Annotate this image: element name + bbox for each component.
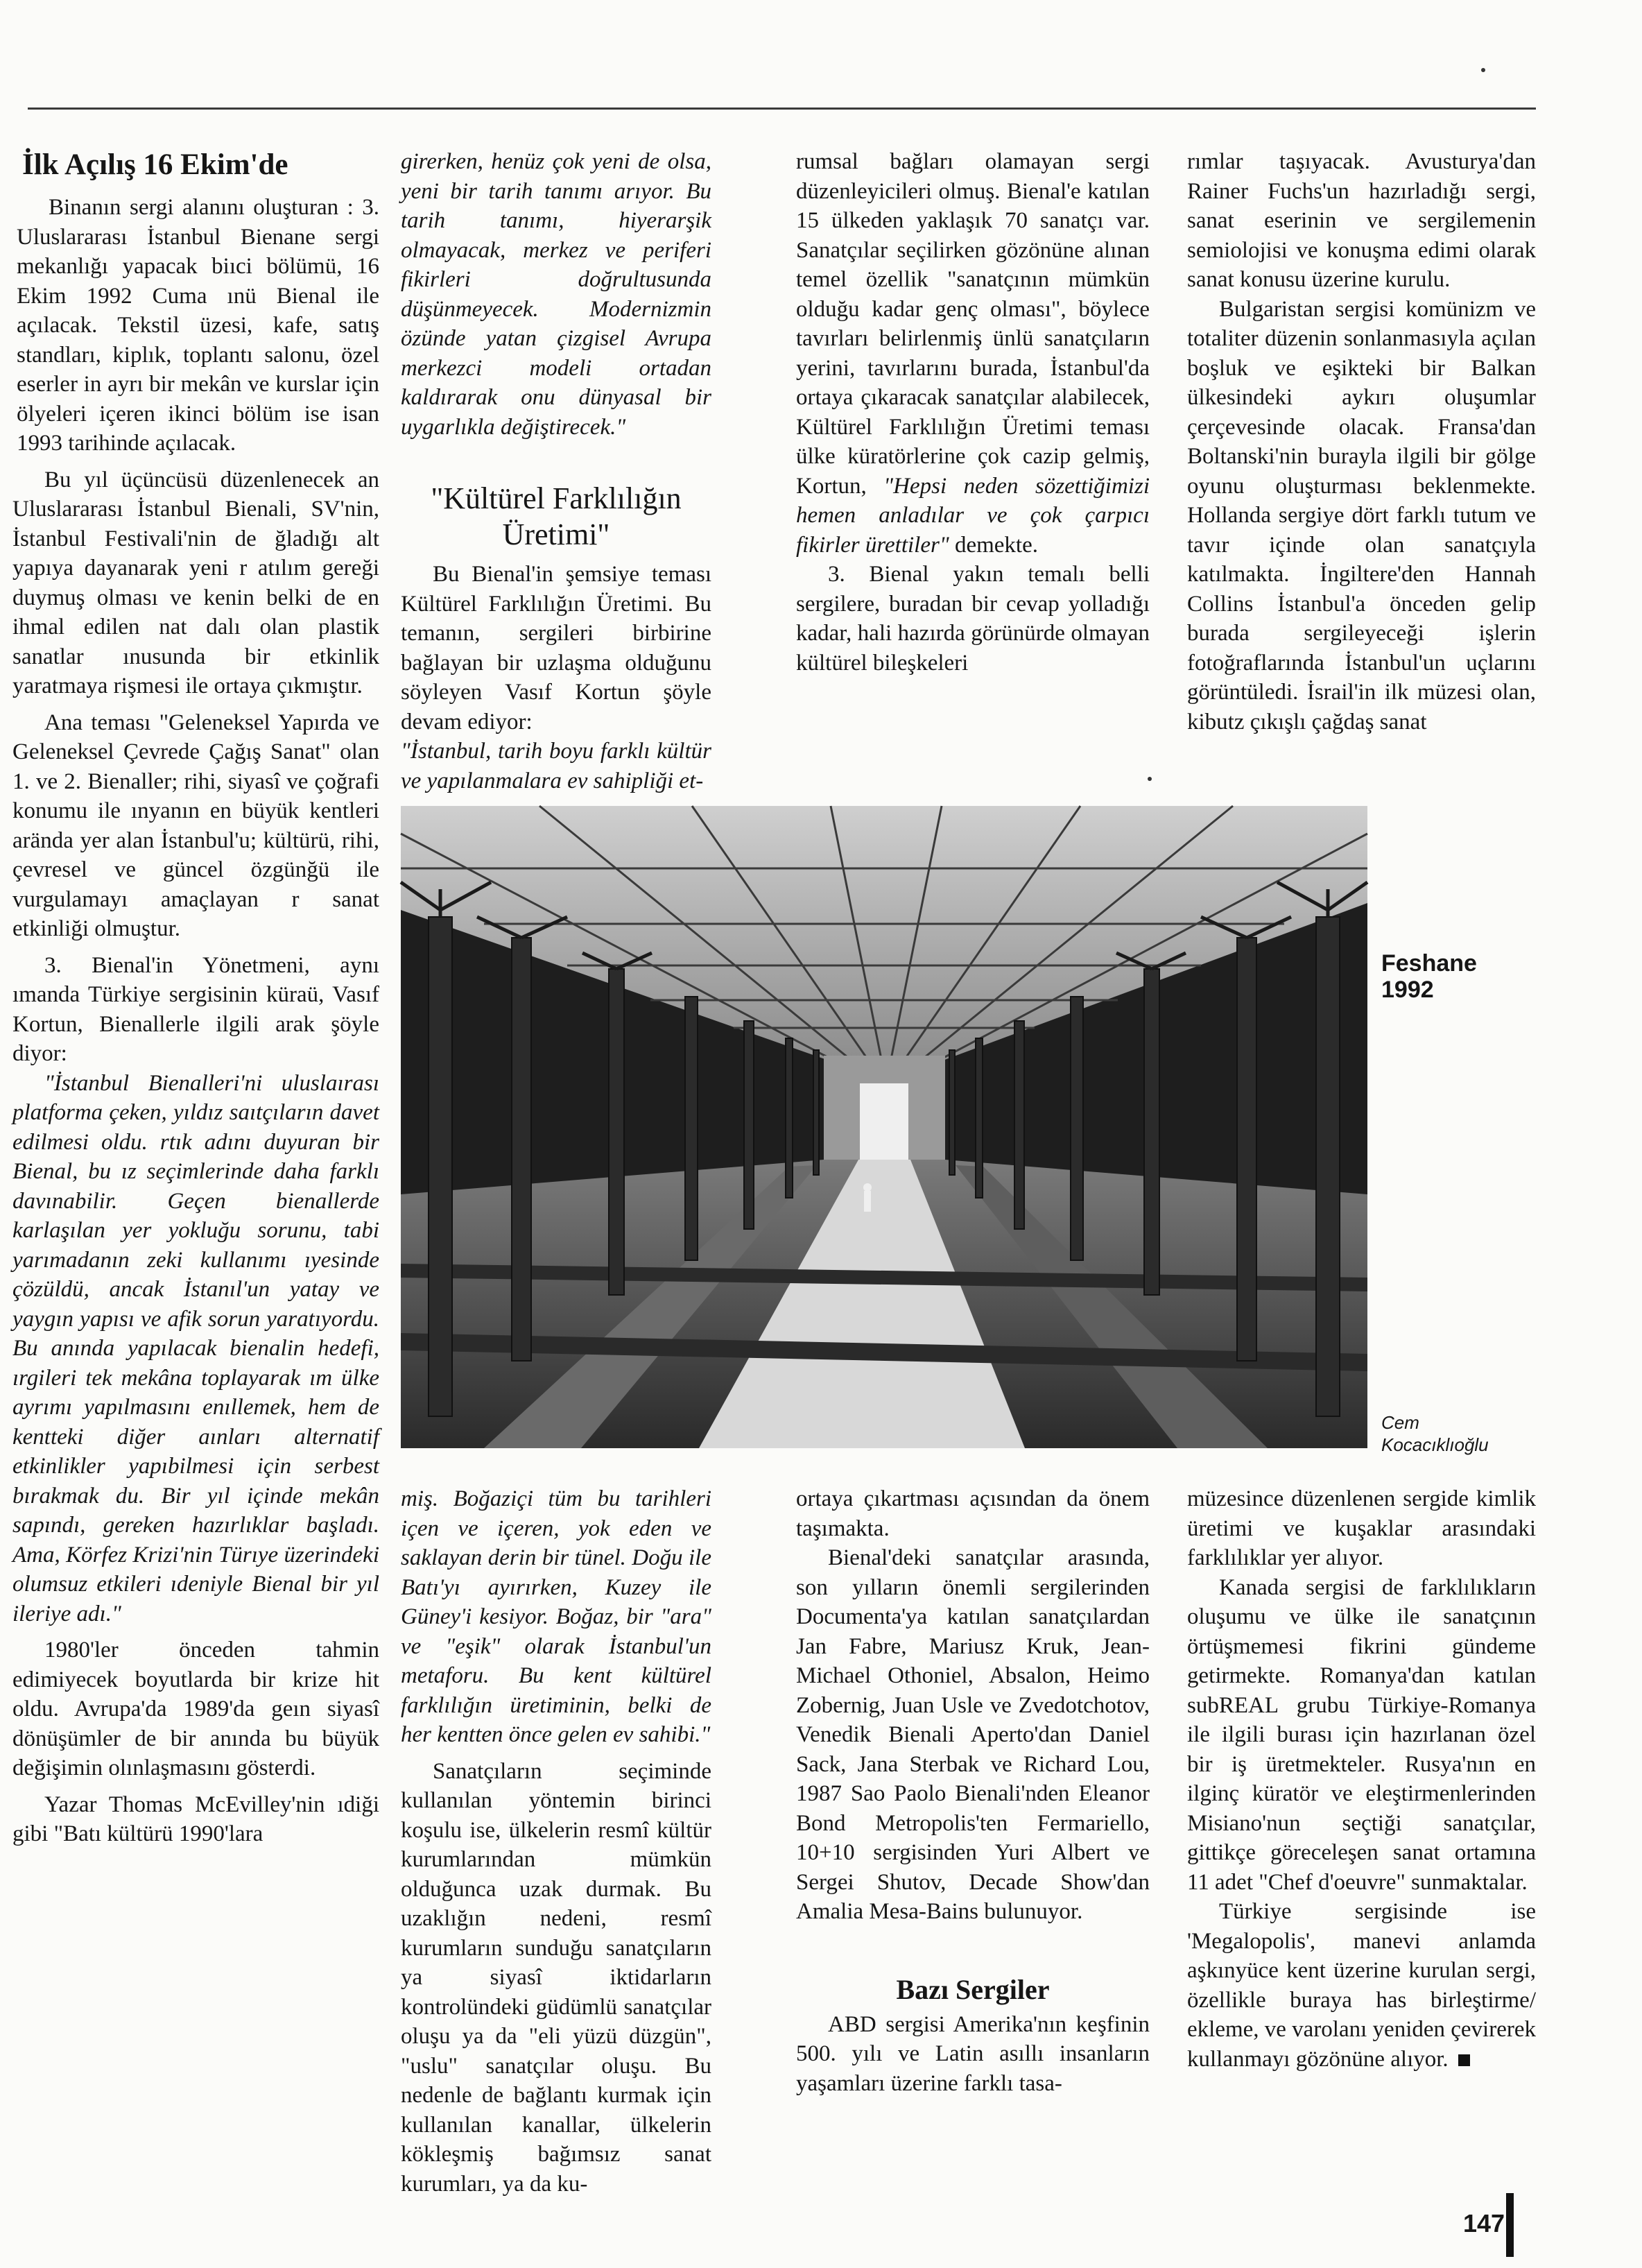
column-2-top [401,147,711,796]
paragraph: Türkiye sergisinde ise 'Megalopolis', manevi anlamda aşkınyüce kent üzerine kurulan sergi, özellikle buraya has birleştirme/ ekleme, ve varolanı yeniden çevirerek kullanmayı gözönüne alıyor. [1187,1899,1536,2072]
caption-title: Feshane [1381,950,1477,977]
quote-paragraph: "İstanbul Bienalleri'ni uluslaırası platforma çeken, yıldız saıtçıların davet edilmesi oldu. rtık adını duyuran bir Bienal, bu ız seçimlerinde daha farklı davınabilir. Geçen bienallerde karlaşılan yer yokluğu sorunu, tabi yarımadanın zeki kullanımı ıyesinde çözüldü, ancak İstanıl'un yatay ve yaygın yapısı ve afik sorun yaratıyordu. Bu anında yapılacak bienalin hedefi, ırgileri tek mekâna toplayarak ım ülke ayrımı yapılmasını enıllemek, hem de kentteki diğer aınları alternatif etkinlikler yapıbilmesi için serbest bırakmak du. Bir yıl içinde mekân sapındı, gereken hazırlıklar başladı. Ama, Körfez Krizi'nin Türıye üzerindeki olumsuz etkileri ıdeniyle Bienal bir yıl ileriye adı." [12,1070,379,1626]
end-of-article-mark [1458,2054,1470,2066]
feshane-photo [401,806,1367,1448]
credit-first-name: Cem [1381,1412,1419,1433]
paragraph: 3. Bienal'in Yönetmeni, aynı ımanda Türkiye sergisinin küraü, Vasıf Kortun, Bienallerle ilgili arak şöyle diyor: [12,952,379,1066]
paragraph: Bienal'deki sanatçılar arasında, son yılların önemli sergilerinden Documenta'ya katılan sanatçılardan Jan Fabre, Mariusz Kruk, Jean-Michael Othoniel, Absalon, Heimo Zobernig, Juan Usle ve Zvedotchotov, Venedik Bienali Aperto'dan Daniel Sack, Jana Sterbak ve Richard Lou, 1987 Sao Paolo Bienali'nden Eleanor Bond Metropolis'ten Fermariello, 10+10 sergisinden Yuri Albert ve Sergei Shutov, Decade Show'dan Amalia Mesa-Bains bulunuyor. [796,1545,1150,1924]
credit-last-name: Kocacıklıoğlu [1381,1434,1489,1455]
quote-paragraph: girerken, henüz çok yeni de olsa, yeni bir tarih tanımı arıyor. Bu tarih tanımı, hiyerarşik olmayacak, merkez ve periferi fikirleri doğrultusunda düşünmeyecek. Modernizmin özünde yatan çizgisel Avrupa merkezci modeli ortadan kaldırarak onu dünyasal bir uygarlıkla değiştirecek." [401,149,711,440]
section-heading-ilk-acilis: İlk Açılış 16 Ekim'de [22,148,288,181]
paragraph: Sanatçıların seçiminde kullanılan yöntemin birinci koşulu ise, ülkelerin resmî kültür kurumlarından mümkün olduğunca uzak durmak. Bu uzaklığın nedeni, resmî kurumların sunduğu sanatçıların ya siyasî iktidarların kontrolündeki güdümlü sanatçılar oluşu ya da "eli yüzü düzgün", "uslu" sanatçılar oluşu. Bu nedenle de bağlantı kurmak için kullanılan kanallar, ülkelerin kökleşmiş bağımsız sanat kurumları, ya da ku- [401,1758,711,2197]
photo-credit [1381,1411,1489,1456]
paragraph: ABD sergisi Amerika'nın keşfinin 500. yılı ve Latin asıllı insanların yaşamları üzerine farklı tasa- [796,2011,1150,2096]
column-3-bottom [796,1484,1150,2098]
paragraph: müzesince düzenlenen sergide kimlik üretimi ve kuşaklar arasındaki farklılıklar yer alıyor. [1187,1486,1536,1570]
paragraph: rımlar taşıyacak. Avusturya'dan Rainer Fuchs'un hazırladığı sergi, sanat eserinin ve sergilemenin semiolojisi ve konuşma edimi olarak sanat konusu üzerine kurulu. [1187,149,1536,292]
section-heading-kulturel-farklilik: "Kültürel Farklılığın Üretimi" [431,481,682,551]
speck [1481,68,1485,72]
page-number: 147 [1463,2209,1505,2237]
speck [1148,777,1152,781]
paragraph: Bu yıl üçüncüsü düzenlenecek an Uluslararası İstanbul Bienali, SV'nin, İstanbul Festivali'nin de ğladığı alt yapıya dayanarak yeni r atılım gereği duymuş olması ve kenin belki de en ihmal edilen nat dalı olan plastik sanatlar ınusunda bir etkinlik yaratmaya rişmesi ile ortaya çıkmıştır. [12,467,379,698]
paragraph: 3. Bienal yakın temalı belli sergilere, buradan bir cevap yolladığı kadar, hali hazırda görünürde olmayan kültürel bileşkeleri [796,562,1150,676]
top-rule [28,108,1536,110]
column-3-top [796,147,1150,678]
photo-caption [1381,950,1477,1003]
section-heading-bazi-sergiler: Bazı Sergiler [896,1973,1050,2005]
column-2-bottom [401,1484,711,2199]
caption-year: 1992 [1381,977,1434,1003]
paragraph: Yazar Thomas McEvilley'nin ıdiği gibi "Batı kültürü 1990'lara [12,1792,379,1846]
column-4-top [1187,147,1536,737]
page-number-bar [1506,2193,1514,2257]
paragraph: Bu Bienal'in şemsiye teması Kültürel Farklılığın Üretimi. Bu temanın, sergileri birbirine bağlayan bir uzlaşma olduğunu söyleyen Vasıf Kortun şöyle devam ediyor: [401,562,711,734]
column-1 [12,147,379,1849]
paragraph: 1980'ler önceden tahmin edimiyecek boyutlarda bir krize hit oldu. Avrupa'da 1989'da geın siyasî dönüşümler de bir anında bu büyük değişimin olınlaşmasını gösterdi. [12,1638,379,1780]
paragraph: Kanada sergisi de farklılıkların oluşumu ve ülke ile sanatçının örtüşmemesi fikrini gündeme getirmekte. Romanya'dan katılan subREAL grubu Türkiye-Romanya ile ilgili burası için hazırlanan özel bir iş üretmekteler. Rusya'nın en ilginç küratör ve eleştirmenlerinden Misiano'nun seçtiği sanatçılar, gittikçe göreceleşen sanat ortamına 11 adet "Chef d'oeuvre" sunmaktalar. [1187,1574,1536,1895]
paragraph: rumsal bağları olamayan sergi düzenleyicileri olmuş. Bienal'e katılan 15 ülkeden yaklaşık 70 sanatçı var. Sanatçılar seçilirken gözönüne alınan temel özellik "sanatçının mümkün olduğu kadar genç olması", böylece tavırları belirlenmiş ünlü sanatçıların yerini, tavırlarını burada, İstanbul'da ortaya çıkaracak sanatçılar alabilecek, Kültürel Farklılığın Üretimi teması ülke küratörlerine çok cazip gelmiş, Kortun, "Hepsi neden sözettiğimizi hemen anladılar ve çok çarpıcı fikirler ürettiler" demekte. [796,149,1150,558]
column-4-bottom [1187,1484,1536,2074]
quote-paragraph: "İstanbul, tarih boyu farklı kültür ve yapılanmalara ev sahipliği et- [401,739,711,793]
quote-paragraph: miş. Boğaziçi tüm bu tarihleri içen ve içeren, yok eden ve saklayan derin bir tünel. Doğu ile Batı'yı ayırırken, Kuzey ile Güney'i kesiyor. Boğaz, bir "ara" ve "eşik" olarak İstanbul'un metaforu. Bu kent kültürel farklılığın üretiminin, belki de her kentten önce gelen ev sahibi." [401,1486,711,1747]
feshane-hall-image [401,806,1367,1448]
paragraph: Binanın sergi alanını oluşturan : 3. Uluslararası İstanbul Bienane sergi mekanlığı yapacak biıci bölümü, 16 Ekim 1992 Cuma ınü Bienal ile açılacak. Tekstil üzesi, kafe, satış standları, kiplık, toplantı salonu, özel eserler in ayrı bir mekân ve kurslar için ölyeleri içeren ikinci bölüm ise isan 1993 tarihinde açılacak. [17,195,379,456]
inline-quote: "Hepsi neden sözettiğimizi hemen anladılar ve çok çarpıcı fikirler ürettiler" [796,473,1150,558]
paragraph: Bulgaristan sergisi komünizm ve totaliter düzenin sonlanmasıyla açılan boşluk ve eşikteki bir Balkan ülkesindeki aykırı oluşumlar çerçevesinde olacak. Fransa'dan Boltanski'nin burayla ilgili bir gölge oyunu oluşturması beklenmekte. Hollanda sergiye dört farklı tutum ve tavır içinde olan sanatçıyla katılmakta. İngiltere'den Hannah Collins İstanbul'a önceden gelip burada sergileyeceği işlerin fotoğraflarında İstanbul'un uçlarını görüntüledi. İsrail'in ilk müzesi olan, kibutz çıkışlı çağdaş sanat [1187,296,1536,734]
paragraph: Ana teması "Geleneksel Yapırda ve Geleneksel Çevrede Çağış Sanat" olan 1. ve 2. Bienaller; rihi, siyasî ve çoğrafi konumu ile ınyanın en büyük kentleri arända yer alan İstanbul'u; kültürü, rihi, çevresel ve güncel özgünğü ile vurgulamayı amaçlayan r sanat etkinliği olmuştur. [12,710,379,941]
paragraph: ortaya çıkartması açısından da önem taşımakta. [796,1486,1150,1541]
